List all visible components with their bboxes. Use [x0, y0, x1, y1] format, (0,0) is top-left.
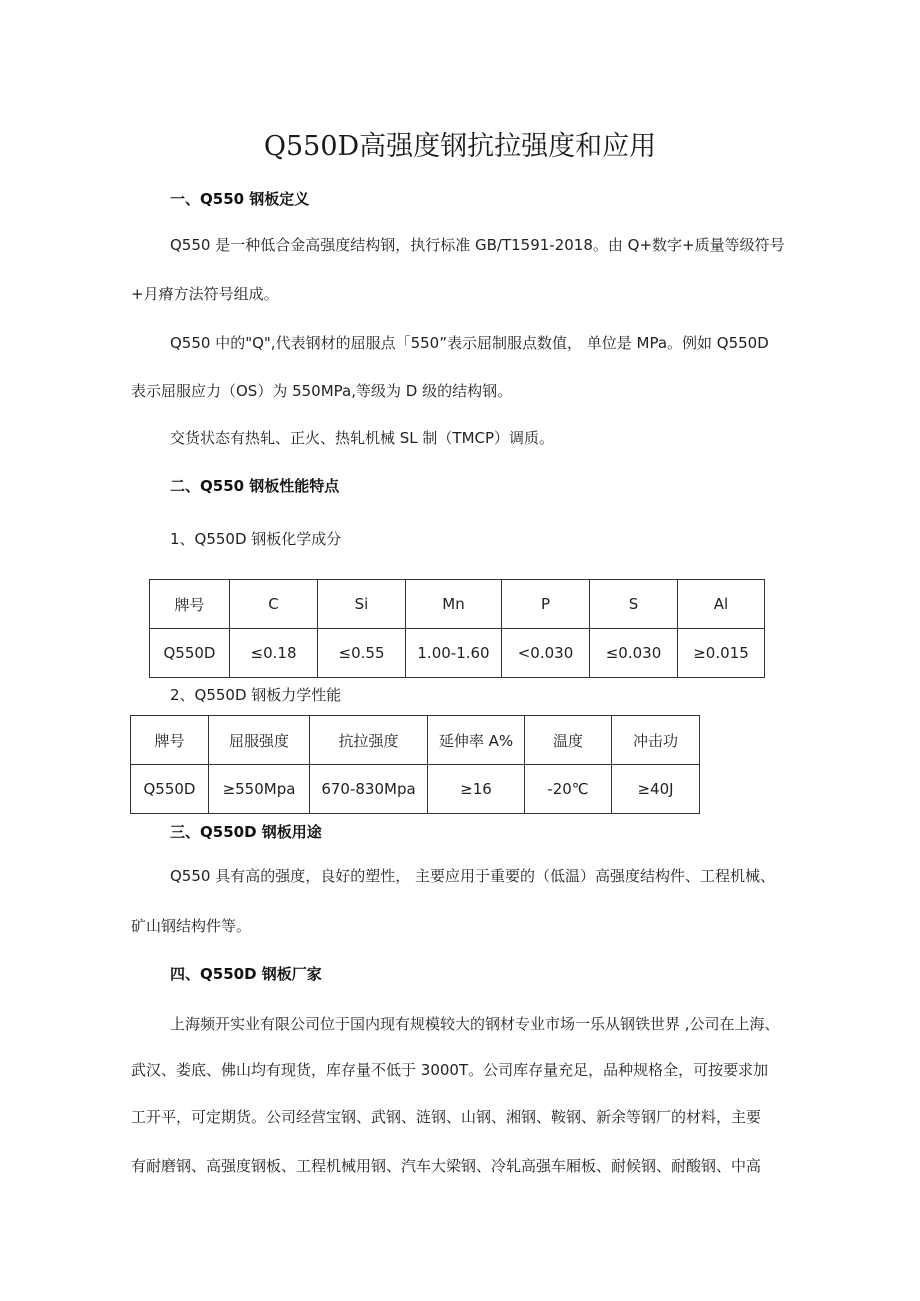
table-header-cell: Al: [678, 580, 765, 629]
table-cell: Q550D: [150, 629, 230, 678]
usage-paragraph-line-2: 矿山钢结构件等。: [131, 917, 252, 935]
table-header-row: [131, 716, 700, 765]
table-cell: <0.030: [502, 629, 590, 678]
delivery-state-paragraph: 交货状态有热轧、正火、热轧机械 SL 制（TMCP）调质。: [170, 429, 555, 447]
table-row: [150, 629, 765, 678]
manufacturer-paragraph-line-1: 上海频开实业有限公司位于国内现有规模较大的钢材专业市场一乐从钢铁世界 ,公司在上海、: [170, 1015, 780, 1033]
table-header-cell: C: [230, 580, 318, 629]
table-header-cell: Si: [318, 580, 406, 629]
table-header-cell: 牌号: [131, 716, 209, 765]
table-cell: -20℃: [525, 765, 612, 814]
manufacturer-paragraph-line-4: 有耐磨钢、高强度钢板、工程机械用钢、汽车大梁钢、冷轧高强车厢板、耐候钢、耐酸钢、中高: [131, 1157, 762, 1175]
definition-paragraph-line-1: Q550 是一种低合金高强度结构钢，执行标准 GB/T1591-2018。由 Q+数字+质量等级符号: [170, 236, 785, 254]
table-cell: 670-830Mpa: [310, 765, 428, 814]
section-heading-manufacturer: 四、Q550D 钢板厂家: [170, 965, 322, 983]
table-header-cell: Mn: [406, 580, 502, 629]
section-heading-usage: 三、Q550D 钢板用途: [170, 823, 322, 841]
subheading-mechanical-properties: 2、Q550D 钢板力学性能: [170, 686, 342, 704]
table-header-cell: 冲击功: [612, 716, 700, 765]
table-row: [131, 765, 700, 814]
table-cell: ≥0.015: [678, 629, 765, 678]
table-header-row: [150, 580, 765, 629]
table-cell: ≥550Mpa: [209, 765, 310, 814]
section-heading-definition: 一、Q550 钢板定义: [170, 190, 310, 208]
section-heading-properties: 二、Q550 钢板性能特点: [170, 477, 340, 495]
page-title: Q550D高强度钢抗拉强度和应用: [263, 131, 657, 162]
manufacturer-paragraph-line-2: 武汉、娄底、佛山均有现货，库存量不低于 3000T。公司库存量充足，品种规格全，可按要求加: [131, 1061, 769, 1079]
table-cell: ≥40J: [612, 765, 700, 814]
table-header-cell: 延伸率 A%: [428, 716, 525, 765]
table-cell: ≤0.55: [318, 629, 406, 678]
manufacturer-paragraph-line-3: 工开平，可定期货。公司经营宝钢、武钢、涟钢、山钢、湘钢、鞍钢、新余等钢厂的材料，主要: [131, 1108, 762, 1126]
table-cell: ≥16: [428, 765, 525, 814]
chemical-composition-table: [149, 579, 765, 678]
table-cell: ≤0.030: [590, 629, 678, 678]
meaning-paragraph-line-2: 表示屈服应力（OS）为 550MPa,等级为 D 级的结构钢。: [131, 382, 513, 400]
table-header-cell: 屈服强度: [209, 716, 310, 765]
table-header-cell: S: [590, 580, 678, 629]
table-header-cell: 抗拉强度: [310, 716, 428, 765]
table-header-cell: P: [502, 580, 590, 629]
table-cell: 1.00-1.60: [406, 629, 502, 678]
definition-paragraph-line-2: +月瘠方法符号组成。: [131, 285, 279, 303]
subheading-chemical-composition: 1、Q550D 钢板化学成分: [170, 530, 342, 548]
table-cell: Q550D: [131, 765, 209, 814]
usage-paragraph-line-1: Q550 具有高的强度，良好的塑性， 主要应用于重要的（低温）高强度结构件、工程机械、: [170, 867, 775, 885]
table-header-cell: 牌号: [150, 580, 230, 629]
meaning-paragraph-line-1: Q550 中的"Q",代表钢材的屈服点「550”表示屈制服点数值， 单位是 MPa。例如 Q550D: [170, 334, 769, 352]
mechanical-properties-table: [130, 715, 700, 814]
table-header-cell: 温度: [525, 716, 612, 765]
table-cell: ≤0.18: [230, 629, 318, 678]
